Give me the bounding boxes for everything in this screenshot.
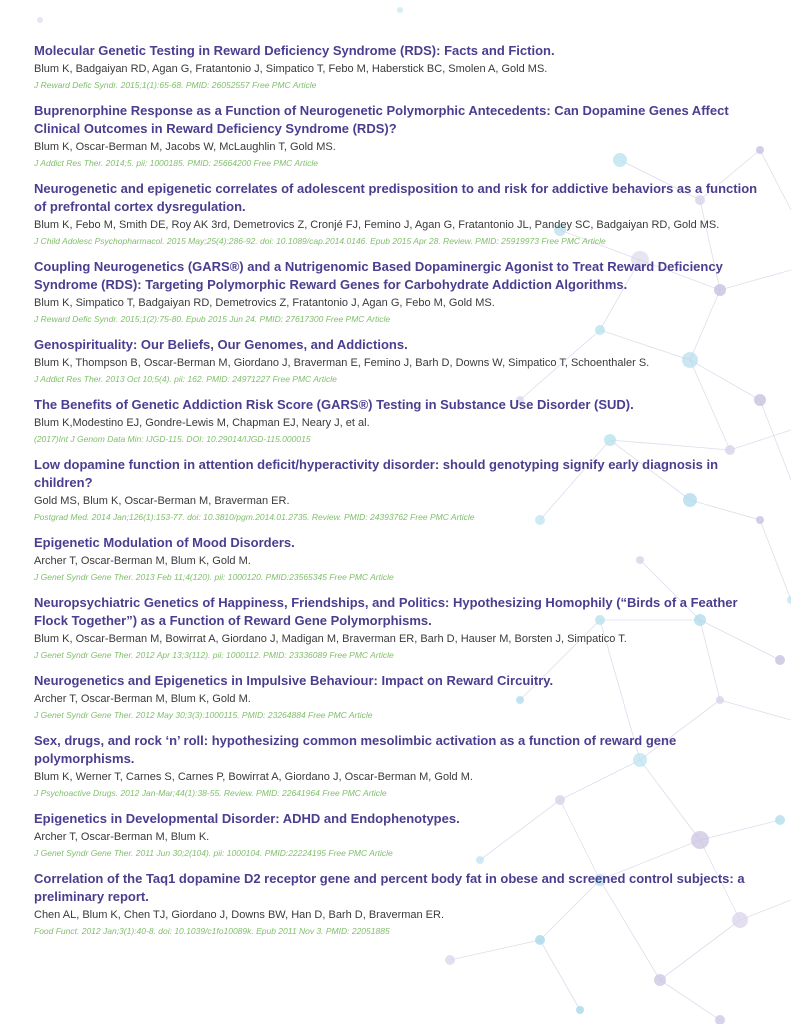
publication-entry <box>34 870 758 938</box>
publication-title[interactable]: Epigenetics in Developmental Disorder: ADHD and Endophenotypes. <box>34 811 460 826</box>
publication-authors: Blum K, Febo M, Smith DE, Roy AK 3rd, Demetrovics Z, Cronjé FJ, Femino J, Agan G, Fratantonio JL, Pandey SC, Badgaiyan RD, Gold MS. <box>34 219 720 231</box>
publication-entry <box>34 672 758 722</box>
publication-citation: J Genet Syndr Gene Ther. 2011 Jun 30;2(104). pii: 1000104. PMID:22224195 Free PMC Article <box>34 848 393 858</box>
publication-title[interactable]: Neuropsychiatric Genetics of Happiness, Friendships, and Politics: Hypothesizing Homophily (“Birds of a Feather Flock Together”) as a Function of Reward Gene Polymorphisms. <box>34 595 738 628</box>
publication-authors: Blum K, Thompson B, Oscar-Berman M, Giordano J, Braverman E, Femino J, Barh D, Downs W, Simpatico T, Schoenthaler S. <box>34 357 650 369</box>
publication-entry <box>34 732 758 800</box>
publication-authors: Blum K, Oscar-Berman M, Bowirrat A, Giordano J, Madigan M, Braverman ER, Barh D, Hauser M, Borsten J, Simpatico T. <box>34 633 627 645</box>
publication-entry <box>34 42 758 92</box>
publication-title[interactable]: Epigenetic Modulation of Mood Disorders. <box>34 535 295 550</box>
publication-entry <box>34 534 758 584</box>
publication-title[interactable]: Genospirituality: Our Beliefs, Our Genomes, and Addictions. <box>34 337 408 352</box>
publication-entry <box>34 396 758 446</box>
publication-authors: Chen AL, Blum K, Chen TJ, Giordano J, Downs BW, Han D, Barh D, Braverman ER. <box>34 909 445 921</box>
publication-authors: Archer T, Oscar-Berman M, Blum K, Gold M. <box>34 555 251 567</box>
publication-title[interactable]: Correlation of the Taq1 dopamine D2 receptor gene and percent body fat in obese and screened control subjects: a preliminary report. <box>34 871 745 904</box>
publication-authors: Blum K, Oscar-Berman M, Jacobs W, McLaughlin T, Gold MS. <box>34 141 336 153</box>
publication-authors: Blum K, Werner T, Carnes S, Carnes P, Bowirrat A, Giordano J, Oscar-Berman M, Gold M. <box>34 771 473 783</box>
publication-citation: J Psychoactive Drugs. 2012 Jan-Mar;44(1):38-55. Review. PMID: 22641964 Free PMC Article <box>34 788 387 798</box>
publication-title[interactable]: Low dopamine function in attention deficit/hyperactivity disorder: should genotyping signify early diagnosis in children? <box>34 457 719 490</box>
publication-title[interactable]: Neurogenetic and epigenetic correlates of adolescent predisposition to and risk for addictive behaviors as a function of prefrontal cortex dysregulation. <box>34 181 758 214</box>
publication-authors: Blum K, Simpatico T, Badgaiyan RD, Demetrovics Z, Fratantonio J, Agan G, Febo M, Gold MS. <box>34 297 495 309</box>
publication-title[interactable]: Neurogenetics and Epigenetics in Impulsive Behaviour: Impact on Reward Circuitry. <box>34 673 554 688</box>
publication-authors: Blum K, Badgaiyan RD, Agan G, Fratantonio J, Simpatico T, Febo M, Haberstick BC, Smolen A, Gold MS. <box>34 63 548 75</box>
publication-entry <box>34 180 758 248</box>
publication-citation: J Reward Defic Syndr. 2015;1(2):75-80. Epub 2015 Jun 24. PMID: 27617300 Free PMC Article <box>34 314 391 324</box>
publication-title[interactable]: Sex, drugs, and rock ‘n’ roll: hypothesizing common mesolimbic activation as a function of reward gene polymorphisms. <box>34 733 677 766</box>
publication-title[interactable]: Buprenorphine Response as a Function of Neurogenetic Polymorphic Antecedents: Can Dopamine Genes Affect Clinical Outcomes in Reward Deficiency Syndrome (RDS)? <box>34 103 729 136</box>
publication-citation: Postgrad Med. 2014 Jan;126(1):153-77. doi: 10.3810/pgm.2014.01.2735. Review. PMID: 24393762 Free PMC Article <box>34 512 475 522</box>
publication-entry <box>34 456 758 524</box>
publication-citation: J Reward Defic Syndr. 2015;1(1):65-68. PMID: 26052557 Free PMC Article <box>34 80 317 90</box>
publication-entry <box>34 810 758 860</box>
publication-authors: Blum K,Modestino EJ, Gondre-Lewis M, Chapman EJ, Neary J, et al. <box>34 417 370 429</box>
publication-entry <box>34 258 758 326</box>
publication-citation: J Addict Res Ther. 2013 Oct 10;5(4). pii: 162. PMID: 24971227 Free PMC Article <box>34 374 337 384</box>
publication-citation: (2017)Int J Genom Data Min: IJGD-115. DOI: 10.29014/IJGD-115.000015 <box>34 434 311 444</box>
publication-citation: J Genet Syndr Gene Ther. 2013 Feb 11;4(120). pii: 1000120. PMID:23565345 Free PMC Article <box>34 572 394 582</box>
publication-citation: J Addict Res Ther. 2014;5. pii: 1000185. PMID: 25664200 Free PMC Article <box>34 158 318 168</box>
publication-title[interactable]: Molecular Genetic Testing in Reward Deficiency Syndrome (RDS): Facts and Fiction. <box>34 43 555 58</box>
publication-authors: Archer T, Oscar-Berman M, Blum K. <box>34 831 210 843</box>
publication-title[interactable]: Coupling Neurogenetics (GARS®) and a Nutrigenomic Based Dopaminergic Agonist to Treat Reward Deficiency Syndrome (RDS): Targeting Polymorphic Reward Genes for Carbohydrate Addiction Algorithms. <box>34 259 723 292</box>
publication-citation: J Genet Syndr Gene Ther. 2012 Apr 13;3(112). pii: 1000112. PMID: 23336089 Free PMC Article <box>34 650 394 660</box>
publication-citation: J Genet Syndr Gene Ther. 2012 May 30;3(3):1000115. PMID: 23264884 Free PMC Article <box>34 710 373 720</box>
publication-list <box>34 42 758 948</box>
publication-authors: Archer T, Oscar-Berman M, Blum K, Gold M. <box>34 693 251 705</box>
publication-entry <box>34 102 758 170</box>
publication-citation: J Child Adolesc Psychopharmacol. 2015 May;25(4):286-92. doi: 10.1089/cap.2014.0146. Epub 2015 Apr 28. Review. PMID: 25919973 Free PMC Article <box>34 236 606 246</box>
publication-entry <box>34 594 758 662</box>
publication-citation: Food Funct. 2012 Jan;3(1):40-8. doi: 10.1039/c1fo10089k. Epub 2011 Nov 3. PMID: 22051885 <box>34 926 390 936</box>
publication-title[interactable]: The Benefits of Genetic Addiction Risk Score (GARS®) Testing in Substance Use Disorder (SUD). <box>34 397 634 412</box>
publication-authors: Gold MS, Blum K, Oscar-Berman M, Braverman ER. <box>34 495 290 507</box>
publication-entry <box>34 336 758 386</box>
